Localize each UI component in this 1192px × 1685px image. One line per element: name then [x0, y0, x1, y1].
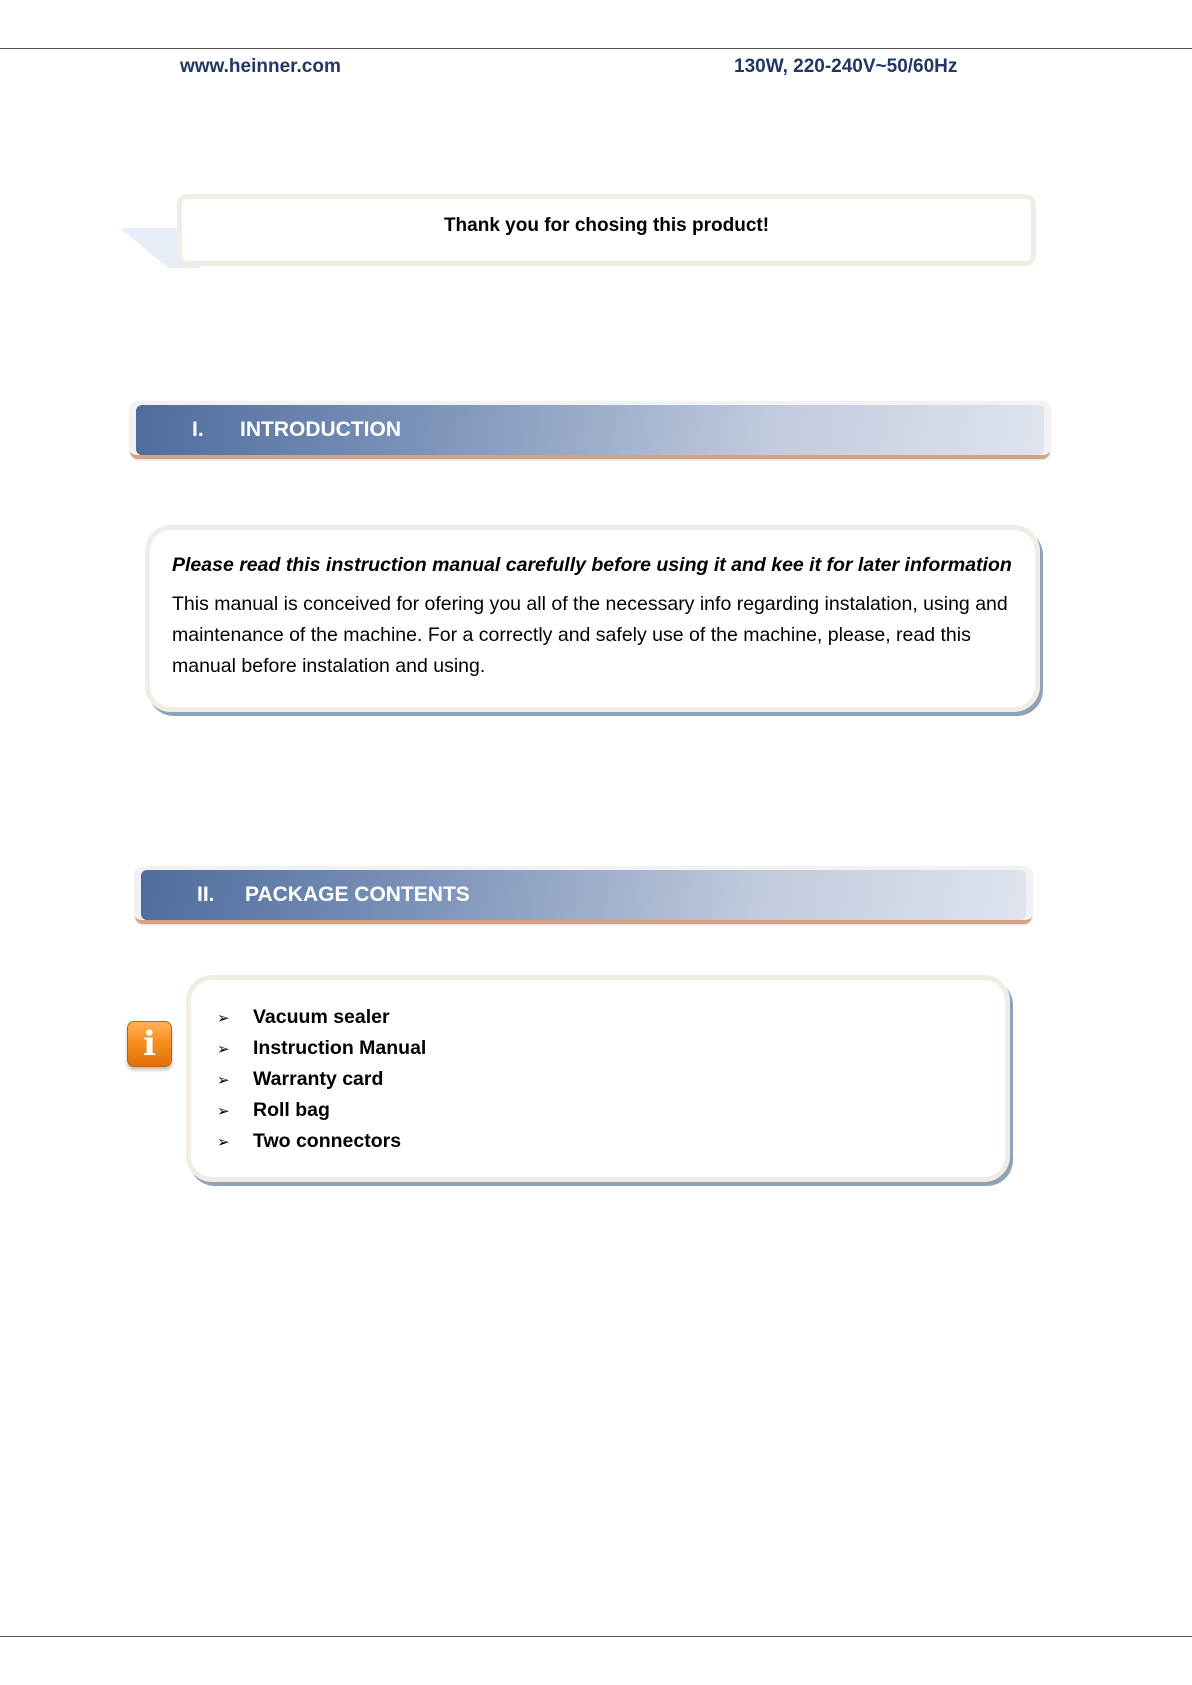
introduction-body: This manual is conceived for ofering you all of the necessary info regarding instalation, using and maintenance of the machine. For a correctly and safely use of the machine, please, read this manual before instalation and using. — [172, 593, 1008, 677]
section-banner-package-contents — [135, 866, 1032, 924]
list-item: ➢ Instruction Manual — [217, 1037, 427, 1059]
arrow-bullet-icon: ➢ — [217, 1040, 230, 1058]
arrow-bullet-icon: ➢ — [217, 1102, 230, 1120]
package-contents-box — [186, 975, 1010, 1182]
package-contents-list — [217, 1002, 1005, 1157]
list-item: ➢ Vacuum sealer — [217, 1006, 390, 1028]
introduction-lead: Please read this instruction manual carefully before using it and kee it for later information — [172, 554, 1012, 576]
section-number: II. — [197, 883, 215, 906]
thanks-callout — [177, 194, 1036, 266]
thanks-text: Thank you for chosing this product! — [443, 215, 770, 236]
arrow-bullet-icon: ➢ — [217, 1133, 230, 1151]
section-title: INTRODUCTION — [240, 418, 401, 441]
arrow-bullet-icon: ➢ — [217, 1009, 230, 1027]
section-title: PACKAGE CONTENTS — [245, 883, 470, 906]
header-rule — [0, 48, 1192, 49]
info-icon: i — [127, 1021, 172, 1067]
footer-rule — [0, 1636, 1192, 1637]
arrow-bullet-icon: ➢ — [217, 1071, 230, 1089]
list-item: ➢ Two connectors — [217, 1130, 402, 1152]
list-item: ➢ Roll bag — [217, 1099, 330, 1121]
list-item: ➢ Warranty card — [217, 1068, 384, 1090]
header-website: www.heinner.com — [180, 56, 341, 77]
section-number: I. — [192, 418, 204, 441]
introduction-box — [145, 525, 1040, 712]
header-specs: 130W, 220-240V~50/60Hz — [734, 56, 958, 77]
section-banner-introduction — [130, 401, 1050, 459]
